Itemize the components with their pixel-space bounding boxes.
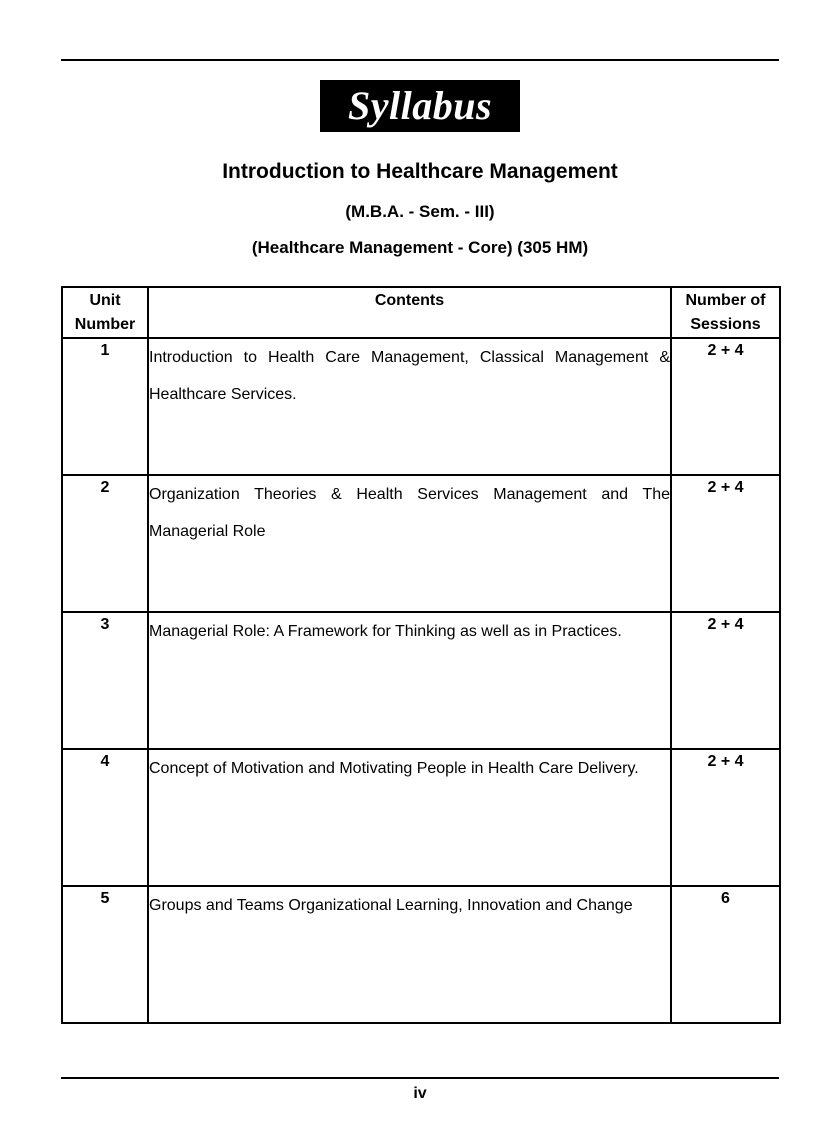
contents-cell: Concept of Motivation and Motivating People in Health Care Delivery. [148,749,671,886]
table-row [62,886,780,1023]
sessions-cell: 2 + 4 [671,612,780,749]
unit-number-cell: 1 [62,338,148,475]
table-header-row [62,287,780,338]
table-row [62,749,780,886]
sessions-cell: 2 + 4 [671,749,780,886]
contents-cell: Introduction to Health Care Management, Classical Management & Healthcare Services. [148,338,671,475]
unit-number-cell: 2 [62,475,148,612]
sessions-cell: 2 + 4 [671,475,780,612]
unit-number-cell: 5 [62,886,148,1023]
contents-cell: Managerial Role: A Framework for Thinking as well as in Practices. [148,612,671,749]
header-number-of-sessions: Number of Sessions [671,287,780,338]
top-rule [61,59,779,61]
sessions-cell: 6 [671,886,780,1023]
header-contents: Contents [148,287,671,338]
bottom-rule [61,1077,779,1079]
course-title: Introduction to Healthcare Management [222,160,618,183]
course-program: (M.B.A. - Sem. - III) [345,202,495,221]
sessions-cell: 2 + 4 [671,338,780,475]
header-unit-number: Unit Number [62,287,148,338]
contents-cell: Organization Theories & Health Services Management and The Managerial Role [148,475,671,612]
course-code: (Healthcare Management - Core) (305 HM) [251,238,589,257]
contents-cell: Groups and Teams Organizational Learning, Innovation and Change [148,886,671,1023]
page-number: iv [413,1085,427,1102]
unit-number-cell: 4 [62,749,148,886]
table-row [62,338,780,475]
table-row [62,475,780,612]
unit-number-cell: 3 [62,612,148,749]
table-row [62,612,780,749]
syllabus-table [61,286,781,1024]
syllabus-badge: Syllabus [320,80,520,132]
